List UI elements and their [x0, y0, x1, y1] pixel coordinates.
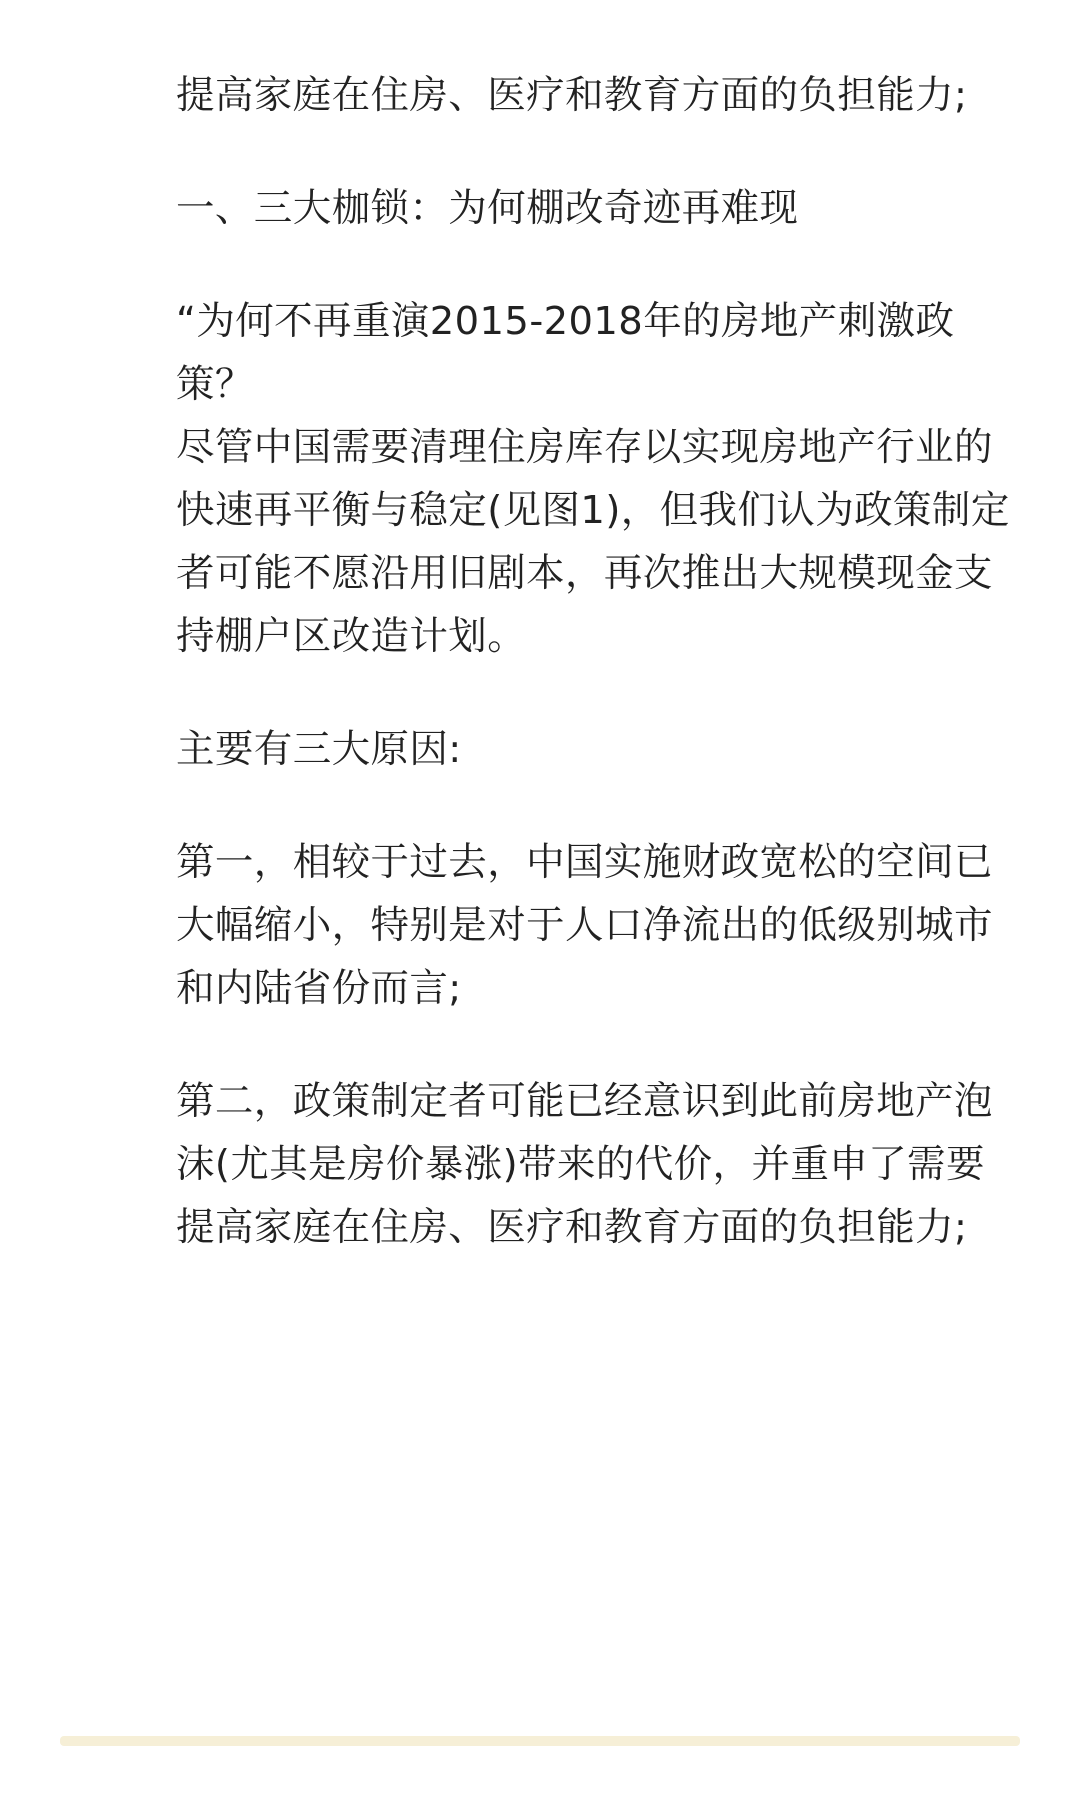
- paragraph-reason-one: 第一，相较于过去，中国实施财政宽松的空间已 大幅缩小，特别是对于人口净流出的低级别城市 和内陆省份而言;: [176, 840, 993, 1011]
- paragraph-reason-two: 第二，政策制定者可能已经意识到此前房地产泡 沫(尤其是房价暴涨)带来的代价，并重申了需要 提高家庭在住房、医疗和教育方面的负担能力;: [176, 1079, 993, 1250]
- article-body: [176, 64, 1026, 1309]
- paragraph-affordability-top: 提高家庭在住房、医疗和教育方面的负担能力;: [176, 73, 968, 118]
- paragraph-reasons-intro: 主要有三大原因:: [176, 727, 462, 772]
- paragraph-question: “为何不再重演2015-2018年的房地产刺激政策？ 尽管中国需要清理住房库存以实现房地产行业的 快速再平衡与稳定(见图1)，但我们认为政策制定 者可能不愿沿用旧剧本，再次推出大规模现金支 持棚户区改造计划。: [176, 299, 1010, 659]
- footer-divider-bar: [60, 1736, 1020, 1746]
- section-heading: 一、三大枷锁：为何棚改奇迹再难现: [176, 186, 799, 231]
